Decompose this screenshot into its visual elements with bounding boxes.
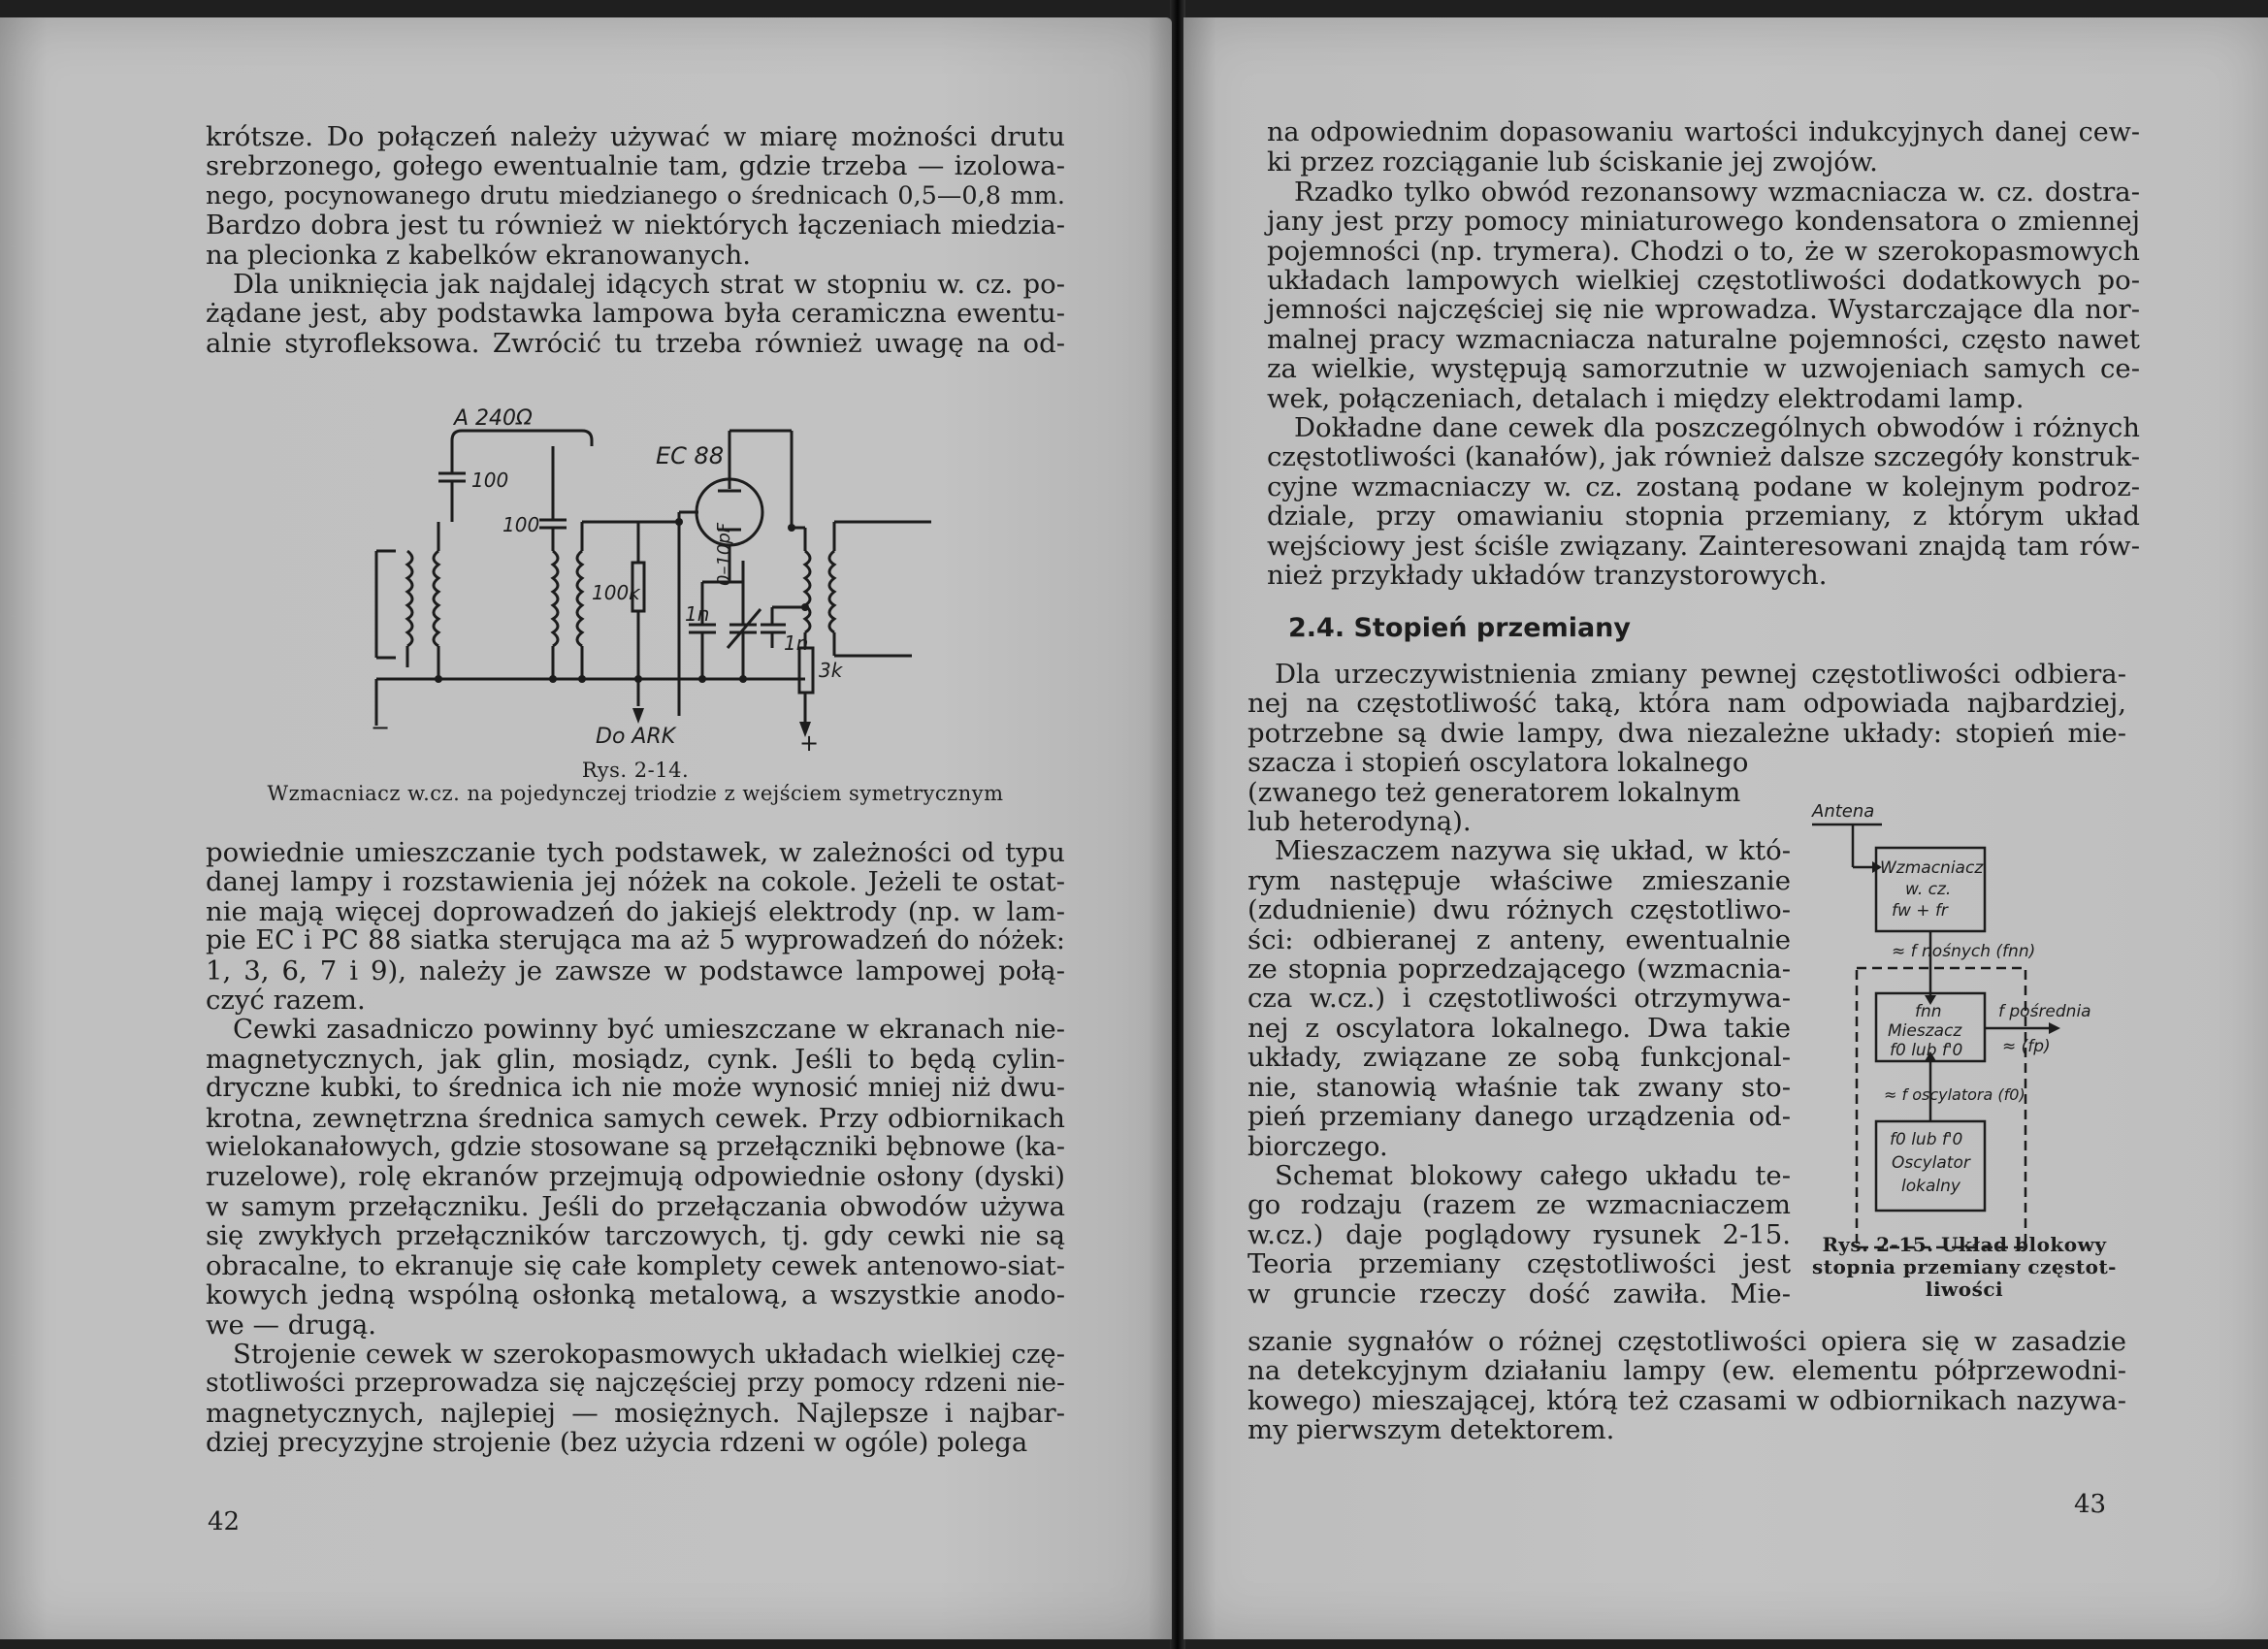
text-line: Schemat blokowy całego układu te- xyxy=(1275,1159,1791,1191)
bd-mixer-top: fnn xyxy=(1915,1002,1942,1021)
label-r2: 3k xyxy=(819,659,843,682)
text-line: na odpowiednim dopasowaniu wartości indukcyjnych danej cew- xyxy=(1267,117,2140,147)
figure-2-15-caption xyxy=(1785,1234,2144,1301)
bd-mixer-bottom: f0 lub f'0 xyxy=(1890,1041,1963,1060)
text-line: pojemności (np. trymera). Chodzi o to, że w szerokopasmowych xyxy=(1267,235,2140,267)
text-line: ze stopnia poprzedzającego (wzmacnia- xyxy=(1247,954,1791,986)
text-line: wek, połączeniach, detalach i między elektrodami lamp. xyxy=(1267,382,2025,414)
text-line: (zwanego też generatorem lokalnym xyxy=(1247,776,1741,808)
caption-line: stopnia przemiany częstot- xyxy=(1812,1255,2117,1278)
text-line: kowych jedną wspólną osłonką metalową, a wszystkie anodo- xyxy=(206,1279,1065,1311)
bd-antenna: Antena xyxy=(1812,801,1875,822)
block-diagram xyxy=(1795,784,2173,1240)
right-page xyxy=(1183,17,2268,1639)
text-line: szacza i stopień oscylatora lokalnego xyxy=(1247,747,1749,779)
text-line: (zdudnienie) dwu różnych częstotliwo- xyxy=(1247,894,1791,926)
text-line: Teoria przemiany częstotliwości jest xyxy=(1247,1248,1791,1280)
label-tube: EC 88 xyxy=(656,442,725,469)
text-line: pie EC i PC 88 siatka sterująca ma aż 5 wyprowadzeń do nóżek: xyxy=(206,925,1065,956)
text-line: szanie sygnałów o różnej częstotliwości opiera się w zasadzie xyxy=(1247,1326,2126,1357)
text-line: Rzadko tylko obwód rezonansowy wzmacniacza w. cz. dostra- xyxy=(1294,176,2140,208)
text-line: potrzebne są dwie lampy, dwa niezależne układy: stopień mie- xyxy=(1247,717,2126,749)
text-line: Dla uniknięcia jak najdalej idących strat w stopniu w. cz. po- xyxy=(233,269,1065,301)
text-line: żądane jest, aby podstawka lampowa była ceramiczna ewentu- xyxy=(206,298,1065,330)
text-line: w.cz.) daje poglądowy rysunek 2-15. xyxy=(1247,1218,1791,1250)
bd-osc-2: lokalny xyxy=(1901,1177,1960,1196)
right-bottom-text xyxy=(1247,1327,2126,1445)
text-line: nież przykłady układów tranzystorowych. xyxy=(1267,560,1828,592)
text-line: Mieszaczem nazywa się układ, w któ- xyxy=(1275,835,1791,867)
text-line: dziale, przy omawianiu stopnia przemiany, z którym układ xyxy=(1267,501,2140,533)
label-c1: 100 xyxy=(471,469,509,492)
text-line: obracalne, to ekranuje się całe komplety cewek antenowo-siat- xyxy=(206,1249,1065,1281)
text-line: stotliwości przeprowadza się najczęściej przy pomocy rdzeni nie- xyxy=(206,1368,1065,1399)
bd-amp-1: Wzmacniacz xyxy=(1880,858,1984,878)
page-number-left: 42 xyxy=(208,1507,241,1536)
text-line: nego, pocynowanego drutu miedzianego o średnicach 0,5—0,8 mm. xyxy=(206,180,1065,210)
caption-line: liwości xyxy=(1925,1277,2004,1301)
text-line: Dla urzeczywistnienia zmiany pewnej częstotliwości odbiera- xyxy=(1275,659,2126,690)
text-line: nie mają więcej doprowadzeń do jakiejś elektrody (np. w lam- xyxy=(206,895,1065,927)
text-line: nie, stanowią właśnie tak zwany sto- xyxy=(1247,1071,1791,1103)
text-line: układy, związane ze sobą funkcjonal- xyxy=(1247,1042,1791,1074)
caption-text: Wzmacniacz w.cz. na pojedynczej triodzie z wejściem symetrycznym xyxy=(267,782,1004,805)
text-line: alnie styrofleksowa. Zwrócić tu trzeba również uwagę na od- xyxy=(206,327,1065,359)
left-page xyxy=(0,17,1172,1639)
text-line: cyjne wzmacniaczy w. cz. zostaną podane w kolejnym podroz- xyxy=(1267,470,2140,502)
text-line: powiednie umieszczanie tych podstawek, w zależności od typu xyxy=(206,837,1065,868)
text-line: danej lampy i rozstawienia jej nóżek na cokole. Jeżeli te ostat- xyxy=(206,866,1065,898)
circuit-diagram xyxy=(371,396,931,757)
label-c3: 1n xyxy=(685,602,710,626)
text-line: rym następuje właściwe zmieszanie xyxy=(1247,864,1791,896)
text-line: cza w.cz.) i częstotliwości otrzymywa- xyxy=(1247,983,1791,1015)
label-antenna: A 240Ω xyxy=(454,406,533,431)
bd-amp-3: fw + fr xyxy=(1892,901,1948,921)
section-heading: 2.4. Stopień przemiany xyxy=(1288,613,1632,643)
text-line: się zwykłych przełączników tarczowych, tj. gdy cewki nie są xyxy=(206,1220,1065,1252)
label-plus: + xyxy=(799,729,820,757)
text-line: ruzelowe), rolę ekranów przejmują odpowiednie osłony (dyski) xyxy=(206,1161,1065,1193)
bd-if-sym: ≈ (fp) xyxy=(2002,1037,2051,1056)
bd-mixer: Mieszacz xyxy=(1888,1021,1962,1041)
bd-osc-link: ≈ f oscylatora (f0) xyxy=(1884,1085,2025,1104)
text-line: biorczego. xyxy=(1247,1130,1388,1162)
text-line: dryczne kubki, to średnica ich nie może wynosić mniej niż dwu- xyxy=(206,1073,1065,1104)
text-line: Strojenie cewek w szerokopasmowych układach wielkiej czę- xyxy=(233,1338,1065,1370)
right-top-text xyxy=(1267,118,2140,591)
text-line: ści: odbieranej z anteny, ewentualnie xyxy=(1247,923,1791,955)
label-c2: 100 xyxy=(502,513,540,536)
text-line: ki przez rozciąganie lub ściskanie jej zwojów. xyxy=(1267,146,1878,178)
text-line: srebrzonego, gołego ewentualnie tam, gdzie trzeba — izolowa- xyxy=(206,150,1065,182)
label-minus: − xyxy=(371,714,391,741)
text-line: w gruncie rzeczy dość zawiła. Mie- xyxy=(1247,1277,1791,1310)
text-line: lub heterodyną). xyxy=(1247,806,1472,838)
text-line: częstotliwości (kanałów), jak również dalsze szczegóły konstruk- xyxy=(1267,441,2140,473)
text-line: Bardzo dobra jest tu również w niektórych łączeniach miedzia- xyxy=(206,210,1065,242)
label-r1: 100k xyxy=(592,581,640,604)
text-line: pień przemiany danego urządzenia od- xyxy=(1247,1101,1791,1133)
text-line: nej na częstotliwość taką, która nam odpowiada najbardziej, xyxy=(1247,688,2126,720)
caption-number: Rys. 2-14. xyxy=(581,759,690,782)
text-line: magnetycznych, najlepiej — mosiężnych. Najlepsze i najbar- xyxy=(206,1397,1065,1429)
text-line: za wielkie, występują samorzutnie w uzwojeniach samych ce- xyxy=(1267,353,2140,385)
text-line: czyć razem. xyxy=(206,985,366,1017)
label-c4: 1n xyxy=(784,631,809,655)
text-line: nej z oscylatora lokalnego. Dwa takie xyxy=(1247,1012,1791,1044)
text-line: 1, 3, 6, 7 i 9), należy je zawsze w podstawce lampowej połą- xyxy=(206,954,1065,986)
text-line: we — drugą. xyxy=(206,1309,376,1341)
text-line: go rodzaju (razem ze wzmacniaczem xyxy=(1247,1189,1791,1221)
text-line: magnetycznych, jak glin, mosiądz, cynk. Jeśli to będą cylin- xyxy=(206,1043,1065,1075)
bd-amp-2: w. cz. xyxy=(1905,880,1952,899)
text-line: Cewki zasadniczo powinny być umieszczane w ekranach nie- xyxy=(233,1014,1065,1046)
text-line: wielokanałowych, gdzie stosowane są przełączniki bębnowe (ka- xyxy=(206,1132,1065,1163)
page-number-right: 43 xyxy=(2074,1490,2107,1519)
bd-if: f pośrednia xyxy=(1998,1002,2091,1021)
text-line: krótsze. Do połączeń należy używać w miarę możności drutu xyxy=(206,121,1065,152)
figure-2-14-caption xyxy=(206,759,1065,805)
text-line: my pierwszym detektorem. xyxy=(1247,1414,1615,1446)
bd-osc-top: f0 lub f'0 xyxy=(1890,1130,1963,1149)
text-line: krotna, zewnętrzna średnica samych cewek. Przy odbiornikach xyxy=(206,1102,1065,1134)
label-ark: Do ARK xyxy=(596,725,676,749)
label-c-var: 0–10pF xyxy=(714,522,734,586)
text-line: kowego) mieszającej, którą też czasami w odbiornikach nazywa- xyxy=(1247,1384,2126,1416)
text-line: na plecionka z kabelków ekranowanych. xyxy=(206,239,752,271)
text-line: dziej precyzyjne strojenie (bez użycia rdzeni w ogóle) polega xyxy=(206,1427,1028,1459)
text-line: na detekcyjnym działaniu lampy (ew. elementu półprzewodni- xyxy=(1247,1355,2126,1387)
text-line: malnej pracy wzmacniacza naturalne pojemności, często nawet xyxy=(1267,323,2140,355)
text-line: wejściowy jest ściśle związany. Zainteresowani znajdą tam rów- xyxy=(1267,530,2140,562)
caption-line: Rys. 2-15. Układ blokowy xyxy=(1822,1233,2107,1256)
left-top-text xyxy=(206,122,1065,358)
left-bottom-text xyxy=(206,838,1065,1458)
text-line: jany jest przy pomocy miniaturowego kondensatora o zmiennej xyxy=(1267,206,2140,238)
text-line: układach lampowych wielkiej częstotliwości dodatkowych po- xyxy=(1267,265,2140,297)
bd-osc-1: Oscylator xyxy=(1892,1153,1970,1173)
text-line: w samym przełączniku. Jeśli do przełączania obwodów używa xyxy=(206,1190,1065,1222)
bd-carrier: ≈ f nośnych (fnn) xyxy=(1892,942,2036,961)
text-line: jemności najczęściej się nie wprowadza. Wystarczające dla nor- xyxy=(1267,294,2140,326)
text-line: Dokładne dane cewek dla poszczególnych obwodów i różnych xyxy=(1294,412,2140,444)
